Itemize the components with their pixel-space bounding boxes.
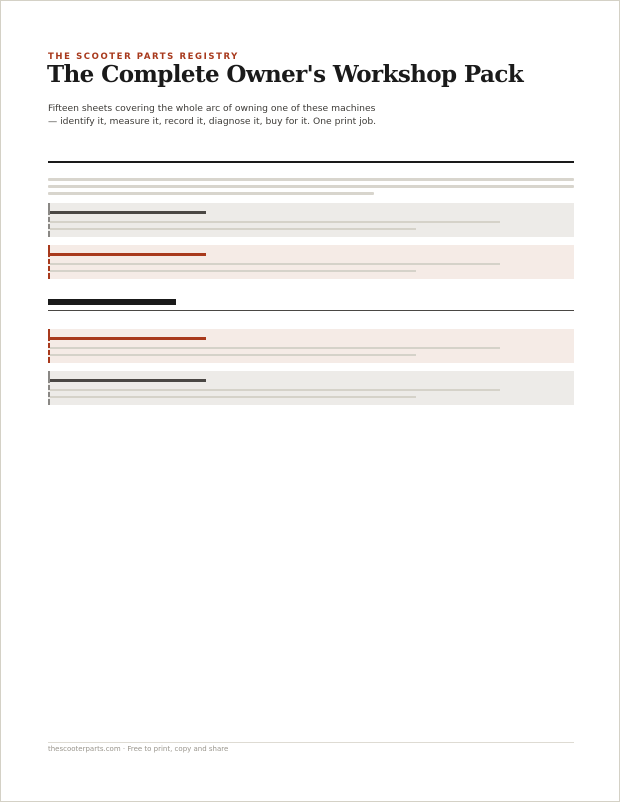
placeholder-text-line [48, 178, 574, 181]
sheet-card [48, 329, 574, 363]
section-heading-placeholder [48, 299, 176, 305]
card-heading-placeholder [50, 211, 206, 214]
card-edge-gap [48, 215, 50, 217]
card-edge [48, 371, 50, 405]
card-edge-gap [48, 257, 50, 259]
card-edge [48, 329, 50, 363]
card-heading-placeholder [50, 253, 206, 256]
card-text-line [50, 389, 500, 391]
page-title: The Complete Owner's Workshop Pack [47, 61, 524, 88]
intro-paragraph: Fifteen sheets covering the whole arc of owning one of these machines — identify it, measure it, record it, diagnose it, buy for it. One print job. [48, 103, 377, 127]
sheet-card [48, 203, 574, 237]
card-text-line [50, 396, 416, 398]
card-text-line [50, 354, 416, 356]
sheet-card [48, 371, 574, 405]
card-heading-placeholder [50, 379, 206, 382]
section-divider [48, 310, 574, 311]
card-edge-gap [48, 383, 50, 385]
card-text-line [50, 228, 416, 230]
footer-divider [48, 742, 574, 743]
card-edge [48, 203, 50, 237]
header-divider [48, 161, 574, 163]
card-text-line [50, 221, 500, 223]
placeholder-text-line [48, 185, 574, 188]
card-text-line [50, 347, 500, 349]
card-edge-gap [48, 341, 50, 343]
card-text-line [50, 263, 500, 265]
registry-kicker: THE SCOOTER PARTS REGISTRY [48, 52, 239, 62]
card-heading-placeholder [50, 337, 206, 340]
footer-text: thescooterparts.com · Free to print, copy and share [48, 745, 229, 753]
card-edge [48, 245, 50, 279]
placeholder-text-line [48, 192, 374, 195]
sheet-card [48, 245, 574, 279]
card-text-line [50, 270, 416, 272]
